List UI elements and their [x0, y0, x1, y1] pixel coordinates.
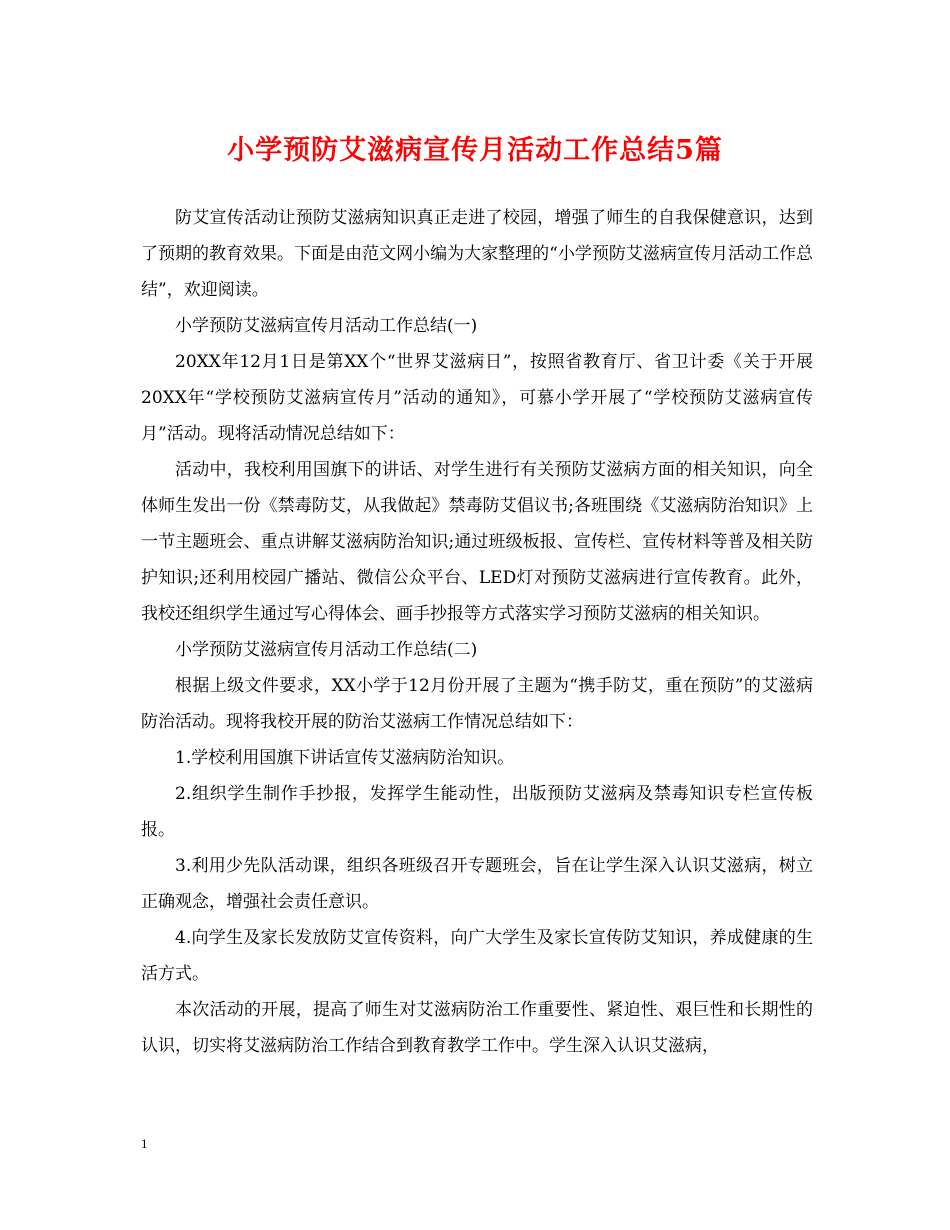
body-paragraph: 根据上级文件要求，XX小学于12月份开展了主题为“携手防艾，重在预防”的艾滋病防治活动。现将我校开展的防治艾滋病工作情况总结如下： [141, 676, 813, 732]
section-heading-2: 小学预防艾滋病宣传月活动工作总结(二) [175, 640, 478, 660]
page-number: 1 [141, 1136, 148, 1151]
list-item: 3.利用少先队活动课，组织各班级召开专题班会，旨在让学生深入认识艾滋病，树立正确观念，增强社会责任意识。 [141, 856, 813, 912]
body-paragraph: 本次活动的开展，提高了师生对艾滋病防治工作重要性、紧迫性、艰巨性和长期性的认识，切实将艾滋病防治工作结合到教育教学工作中。学生深入认识艾滋病， [141, 1000, 813, 1056]
intro-paragraph: 防艾宣传活动让预防艾滋病知识真正走进了校园，增强了师生的自我保健意识，达到了预期的教育效果。下面是由范文网小编为大家整理的“小学预防艾滋病宣传月活动工作总结”，欢迎阅读。 [141, 208, 813, 300]
list-item: 2.组织学生制作手抄报，发挥学生能动性，出版预防艾滋病及禁毒知识专栏宣传板报。 [141, 784, 813, 840]
document-body [141, 200, 813, 1064]
document-title: 小学预防艾滋病宣传月活动工作总结5篇 [227, 135, 723, 166]
section-heading-1: 小学预防艾滋病宣传月活动工作总结(一) [175, 316, 478, 336]
list-item: 1.学校利用国旗下讲话宣传艾滋病防治知识。 [175, 748, 515, 768]
body-paragraph: 活动中，我校利用国旗下的讲话、对学生进行有关预防艾滋病方面的相关知识，向全体师生发出一份《禁毒防艾，从我做起》禁毒防艾倡议书;各班围绕《艾滋病防治知识》上一节主题班会、重点讲解艾滋病防治知识;通过班级板报、宣传栏、宣传材料等普及相关防护知识;还利用校园广播站、微信公众平台、LED灯对预防艾滋病进行宣传教育。此外，我校还组织学生通过写心得体会、画手抄报等方式落实学习预防艾滋病的相关知识。 [141, 460, 813, 624]
body-paragraph: 20XX年12月1日是第XX个“世界艾滋病日”，按照省教育厅、省卫计委《关于开展20XX年“学校预防艾滋病宣传月”活动的通知》，可慕小学开展了“学校预防艾滋病宣传月”活动。现将活动情况总结如下： [141, 352, 813, 444]
list-item: 4.向学生及家长发放防艾宣传资料，向广大学生及家长宣传防艾知识，养成健康的生活方式。 [141, 928, 813, 984]
